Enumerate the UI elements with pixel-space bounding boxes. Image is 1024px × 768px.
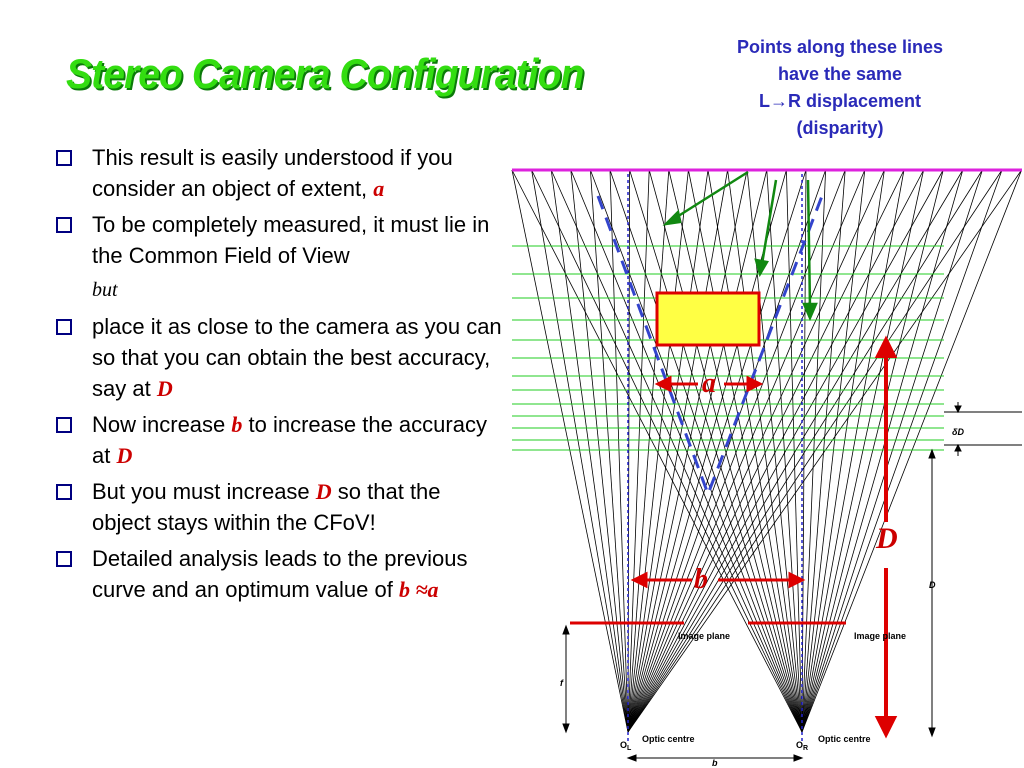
camera-ray (571, 170, 802, 732)
var-b: b (231, 412, 243, 437)
callout-line-4: (disparity) (796, 118, 884, 138)
image-plane-label-right: Image plane (854, 631, 907, 641)
checkbox-bullet-icon (56, 417, 72, 433)
label-OR: $O_R$ (796, 740, 809, 752)
bullet-item (52, 311, 502, 404)
var-b: b (398, 577, 410, 602)
right-arrow-icon: → (769, 91, 788, 111)
focal-length-dimension (563, 626, 569, 732)
camera-ray (802, 170, 963, 732)
label-b-small: b (712, 758, 718, 768)
camera-ray (532, 170, 628, 732)
camera-ray (628, 170, 1002, 732)
camera-ray (512, 170, 802, 732)
label-D-small: D (929, 580, 936, 590)
callout-r-displacement: R displacement (787, 91, 922, 111)
checkbox-bullet-icon (56, 484, 72, 500)
camera-ray (708, 170, 802, 732)
camera-ray (669, 170, 802, 732)
camera-ray (802, 170, 865, 732)
label-delta-D: δD (952, 427, 964, 437)
bullet-text: But you must increase (92, 479, 316, 504)
bullet-text: Detailed analysis leads to the previous curve and an optimum value of (92, 546, 468, 602)
small-D-dimension (929, 450, 935, 736)
camera-ray (628, 170, 826, 732)
bullet-text: to increase the accuracy at (92, 412, 487, 468)
camera-ray (628, 170, 963, 732)
bullet-extra: but (92, 279, 118, 301)
optic-centre-label-right: Optic centre (818, 734, 871, 744)
callout-line-3 (700, 88, 980, 115)
optic-centre-label-left: Optic centre (642, 734, 695, 744)
label-f: f (560, 678, 563, 688)
bullet-item (52, 209, 502, 306)
stereo-geometry-diagram (500, 150, 1024, 768)
camera-ray (786, 170, 802, 732)
bullet-text: place it as close to the camera as you can so that you can obtain the best accuracy, say at (92, 314, 502, 401)
camera-ray (767, 170, 802, 732)
bullet-text: so that the object stays within the CFoV! (92, 479, 441, 535)
camera-ray (610, 170, 628, 732)
camera-ray (512, 170, 628, 732)
checkbox-bullet-icon (56, 551, 72, 567)
bullet-text: Now increase (92, 412, 232, 437)
bullet-text: This result is easily understood if you consider an object of extent, (92, 145, 453, 201)
bullet-item (52, 476, 502, 538)
callout-line-2: have the same (777, 64, 903, 84)
callout-l: L (758, 91, 770, 111)
label-a: a (702, 368, 716, 399)
camera-rays (512, 170, 1022, 732)
label-OL: $O_L$ (620, 740, 632, 752)
checkbox-bullet-icon (56, 319, 72, 335)
camera-ray (747, 170, 802, 732)
bullet-item (52, 142, 502, 204)
camera-ray (628, 170, 845, 732)
camera-ray (802, 170, 884, 732)
object-rectangle (657, 293, 759, 345)
camera-ray (802, 170, 1022, 732)
label-D: D (876, 522, 898, 555)
approx-sign: ≈ (409, 577, 428, 602)
var-a: a (373, 176, 385, 201)
camera-ray (571, 170, 628, 732)
camera-ray (802, 170, 1002, 732)
var-D: D (156, 376, 173, 401)
callout-line-1: Points along these lines (736, 37, 944, 57)
camera-ray (802, 170, 943, 732)
camera-ray (628, 170, 669, 732)
bullet-item (52, 543, 502, 605)
slide-title: Stereo Camera Configuration (66, 50, 584, 97)
var-D: D (315, 479, 332, 504)
bullet-item (52, 409, 502, 471)
bullet-text: To be completely measured, it must lie in the Common Field of View (92, 212, 490, 268)
bullet-list (52, 142, 502, 610)
checkbox-bullet-icon (56, 150, 72, 166)
camera-ray (551, 170, 628, 732)
disparity-callout (700, 34, 980, 142)
label-b: b (694, 564, 708, 595)
image-plane-label-left: Image plane (678, 631, 731, 641)
var-D: D (116, 443, 133, 468)
camera-ray (628, 170, 688, 732)
camera-ray (628, 170, 943, 732)
camera-ray (628, 170, 1022, 732)
camera-ray (688, 170, 802, 732)
camera-ray (802, 170, 907, 732)
var-a: a (427, 577, 439, 602)
checkbox-bullet-icon (56, 217, 72, 233)
